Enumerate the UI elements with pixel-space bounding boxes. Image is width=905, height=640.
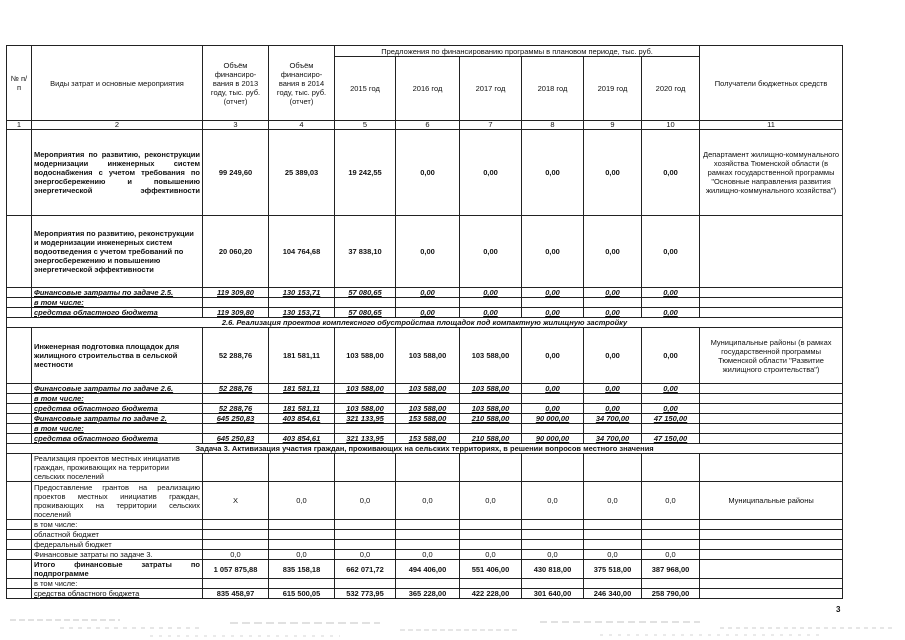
cell-value: 387 968,00 [642, 560, 700, 579]
cell-value: 0,0 [642, 550, 700, 560]
cell-value: 210 588,00 [460, 414, 522, 424]
cell-value: 103 588,00 [396, 384, 460, 394]
cell-value: 0,00 [460, 308, 522, 318]
cell-value: 0,0 [396, 482, 460, 520]
column-number: 7 [460, 121, 522, 130]
cell-value: 0,00 [584, 130, 642, 216]
cell-value: 34 700,00 [584, 414, 642, 424]
column-number: 1 [7, 121, 32, 130]
cell-value: 181 581,11 [269, 328, 335, 384]
cell-value: 130 153,71 [269, 308, 335, 318]
cell-value: 47 150,00 [642, 434, 700, 444]
header-year: 2019 год [584, 57, 642, 121]
cell-value: 0,0 [460, 550, 522, 560]
cell-value: 494 406,00 [396, 560, 460, 579]
cell-value: 0,0 [335, 550, 396, 560]
row-label: Мероприятия по развитию, реконструкции и модернизации инженерных систем водоотведения с учетом требований по энергосбережению и повышению энергетической эффективности [32, 216, 203, 288]
cell-value: 0,00 [396, 216, 460, 288]
row-label: средства областного бюджета [32, 308, 203, 318]
cell-value: 19 242,55 [335, 130, 396, 216]
cell-value: 57 080,65 [335, 308, 396, 318]
cell-value: 0,00 [642, 308, 700, 318]
cell-value: 662 071,72 [335, 560, 396, 579]
cell-value: 104 764,68 [269, 216, 335, 288]
row-label: средства областного бюджета [32, 434, 203, 444]
cell-value: 181 581,11 [269, 404, 335, 414]
cell-value: 0,00 [522, 404, 584, 414]
cell-value: 153 588,00 [396, 414, 460, 424]
cell-value: 47 150,00 [642, 414, 700, 424]
column-number: 5 [335, 121, 396, 130]
cell-value: 0,00 [396, 130, 460, 216]
cell-value: 321 133,95 [335, 434, 396, 444]
section-row [7, 318, 843, 328]
row-label: в том числе: [32, 520, 203, 530]
cell-value: 375 518,00 [584, 560, 642, 579]
table-row [7, 530, 843, 540]
cell-value: 0,0 [335, 482, 396, 520]
cell-value: 0,00 [396, 308, 460, 318]
cell-value: 103 588,00 [460, 328, 522, 384]
row-label: Финансовые затраты по задаче 2. [32, 414, 203, 424]
table-row [7, 394, 843, 404]
cell-value: 0,00 [642, 384, 700, 394]
column-number: 11 [700, 121, 843, 130]
cell-value: 153 588,00 [396, 434, 460, 444]
cell-value: 103 588,00 [396, 328, 460, 384]
cell-value: 0,0 [584, 550, 642, 560]
cell-value: 103 588,00 [335, 404, 396, 414]
cell-value: 0,00 [584, 328, 642, 384]
cell-value: 835 158,18 [269, 560, 335, 579]
row-label: средства областного бюджета [32, 589, 203, 599]
table-row [7, 550, 843, 560]
cell-value: 532 773,95 [335, 589, 396, 599]
cell-value: 90 000,00 [522, 434, 584, 444]
cell-value: 301 640,00 [522, 589, 584, 599]
row-label: Финансовые затраты по задаче 2.5. [32, 288, 203, 298]
cell-value: 403 854,61 [269, 414, 335, 424]
column-number: 4 [269, 121, 335, 130]
column-number: 8 [522, 121, 584, 130]
row-label: Мероприятия по развитию, реконструкции модернизации инженерных систем водоснабжения с учетом требования по энергосбережению и повышению энергетической эффективности [32, 130, 203, 216]
cell-value: 130 153,71 [269, 288, 335, 298]
cell-value: 103 588,00 [335, 328, 396, 384]
table-row [7, 308, 843, 318]
cell-value: Х [203, 482, 269, 520]
cell-value: 0,0 [269, 482, 335, 520]
recipient-cell: Департамент жилищно-коммунального хозяйства Тюменской области (в рамках государственной программы "Основные направления развития жилищно-коммунального хозяйства") [700, 130, 843, 216]
cell-value: 0,00 [522, 130, 584, 216]
column-number: 9 [584, 121, 642, 130]
table-row [7, 520, 843, 530]
table-row [7, 328, 843, 384]
header-year: 2017 год [460, 57, 522, 121]
cell-value: 835 458,97 [203, 589, 269, 599]
cell-value: 0,0 [522, 482, 584, 520]
table-row [7, 216, 843, 288]
cell-value: 57 080,65 [335, 288, 396, 298]
cell-value: 0,00 [642, 328, 700, 384]
cell-value: 25 389,03 [269, 130, 335, 216]
cell-value: 0,00 [522, 328, 584, 384]
cell-value: 34 700,00 [584, 434, 642, 444]
cell-value: 0,0 [269, 550, 335, 560]
cell-value: 103 588,00 [460, 384, 522, 394]
cell-value: 645 250,83 [203, 414, 269, 424]
row-label: средства областного бюджета [32, 404, 203, 414]
cell-value: 37 838,10 [335, 216, 396, 288]
cell-value: 551 406,00 [460, 560, 522, 579]
cell-value: 0,00 [460, 130, 522, 216]
header-year: 2016 год [396, 57, 460, 121]
row-label: Финансовые затраты по задаче 3. [32, 550, 203, 560]
cell-value: 615 500,05 [269, 589, 335, 599]
cell-value: 210 588,00 [460, 434, 522, 444]
row-label: Реализация проектов местных инициатив граждан, проживающих на территории сельских поселений [32, 454, 203, 482]
table-row [7, 482, 843, 520]
column-number: 3 [203, 121, 269, 130]
cell-value: 0,00 [584, 384, 642, 394]
header-2014: Объём финансиро-вания в 2014 году, тыс. руб. (отчет) [269, 46, 335, 121]
table-row [7, 424, 843, 434]
cell-value: 1 057 875,88 [203, 560, 269, 579]
cell-value: 0,00 [584, 216, 642, 288]
cell-value: 0,0 [584, 482, 642, 520]
cell-value: 52 288,76 [203, 384, 269, 394]
page-number: 3 [836, 605, 841, 614]
cell-value: 119 309,80 [203, 308, 269, 318]
cell-value: 0,0 [203, 550, 269, 560]
cell-value: 0,00 [584, 288, 642, 298]
cell-value: 0,0 [522, 550, 584, 560]
cell-value: 0,00 [584, 404, 642, 414]
recipient-cell: Муниципальные районы (в рамках государственной программы Тюменской области "Развитие жилищного строительства") [700, 328, 843, 384]
cell-value: 0,0 [396, 550, 460, 560]
section-heading: Задача 3. Активизация участия граждан, проживающих на сельских территориях, в решении вопросов местного значения [7, 444, 843, 454]
cell-value: 103 588,00 [335, 384, 396, 394]
cell-value: 0,00 [460, 288, 522, 298]
cell-value: 246 340,00 [584, 589, 642, 599]
cell-value: 103 588,00 [460, 404, 522, 414]
cell-value: 0,00 [522, 308, 584, 318]
cell-value: 0,00 [396, 288, 460, 298]
table-row [7, 589, 843, 599]
row-label: Предоставление грантов на реализацию проектов местных инициатив граждан, проживающих на территории сельских поселений [32, 482, 203, 520]
cell-value: 321 133,95 [335, 414, 396, 424]
scan-artifact-lines [0, 608, 905, 640]
table-row [7, 298, 843, 308]
header-year: 2018 год [522, 57, 584, 121]
financing-table [6, 45, 843, 599]
cell-value: 0,00 [642, 130, 700, 216]
header-year: 2020 год [642, 57, 700, 121]
budget-table-sheet [6, 45, 842, 599]
cell-value: 0,00 [522, 384, 584, 394]
table-row [7, 384, 843, 394]
cell-value: 20 060,20 [203, 216, 269, 288]
row-label: Инженерная подготовка площадок для жилищного строительства в сельской местности [32, 328, 203, 384]
cell-value: 119 309,80 [203, 288, 269, 298]
row-label: областной бюджет [32, 530, 203, 540]
cell-value: 0,00 [460, 216, 522, 288]
cell-value: 645 250,83 [203, 434, 269, 444]
header-plan-group: Предложения по финансированию программы в плановом периоде, тыс. руб. [335, 46, 700, 57]
cell-value: 52 288,76 [203, 404, 269, 414]
cell-value: 99 249,60 [203, 130, 269, 216]
row-label: федеральный бюджет [32, 540, 203, 550]
header-2013: Объём финансиро-вания в 2013 году, тыс. руб. (отчет) [203, 46, 269, 121]
table-row [7, 130, 843, 216]
recipient-cell: Муниципальные районы [700, 482, 843, 520]
cell-value: 0,0 [460, 482, 522, 520]
table-row [7, 579, 843, 589]
table-row [7, 434, 843, 444]
header-kind: Виды затрат и основные мероприятия [32, 46, 203, 121]
cell-value: 430 818,00 [522, 560, 584, 579]
table-row [7, 404, 843, 414]
table-row [7, 288, 843, 298]
column-number: 2 [32, 121, 203, 130]
cell-value: 0,00 [642, 216, 700, 288]
cell-value: 0,00 [522, 288, 584, 298]
table-row [7, 560, 843, 579]
cell-value: 0,00 [522, 216, 584, 288]
header-recipients: Получатели бюджетных средств [700, 46, 843, 121]
cell-value: 0,00 [642, 404, 700, 414]
column-number: 10 [642, 121, 700, 130]
row-label: Итого финансовые затраты по подпрограмме [32, 560, 203, 579]
cell-value: 0,00 [642, 288, 700, 298]
row-label: в том числе: [32, 579, 203, 589]
cell-value: 403 854,61 [269, 434, 335, 444]
table-row [7, 540, 843, 550]
cell-value: 0,0 [642, 482, 700, 520]
section-heading: 2.6. Реализация проектов комплексного обустройства площадок под компактную жилищную застройку [7, 318, 843, 328]
cell-value: 0,00 [584, 308, 642, 318]
cell-value: 422 228,00 [460, 589, 522, 599]
header-year: 2015 год [335, 57, 396, 121]
column-number: 6 [396, 121, 460, 130]
cell-value: 90 000,00 [522, 414, 584, 424]
row-label: в том числе: [32, 424, 203, 434]
header-no: № п/п [7, 46, 32, 121]
row-label: в том числе: [32, 394, 203, 404]
cell-value: 52 288,76 [203, 328, 269, 384]
table-row [7, 454, 843, 482]
table-row [7, 414, 843, 424]
cell-value: 365 228,00 [396, 589, 460, 599]
section-row [7, 444, 843, 454]
row-label: Финансовые затраты по задаче 2.6. [32, 384, 203, 394]
cell-value: 181 581,11 [269, 384, 335, 394]
cell-value: 258 790,00 [642, 589, 700, 599]
row-label: в том числе: [32, 298, 203, 308]
cell-value: 103 588,00 [396, 404, 460, 414]
